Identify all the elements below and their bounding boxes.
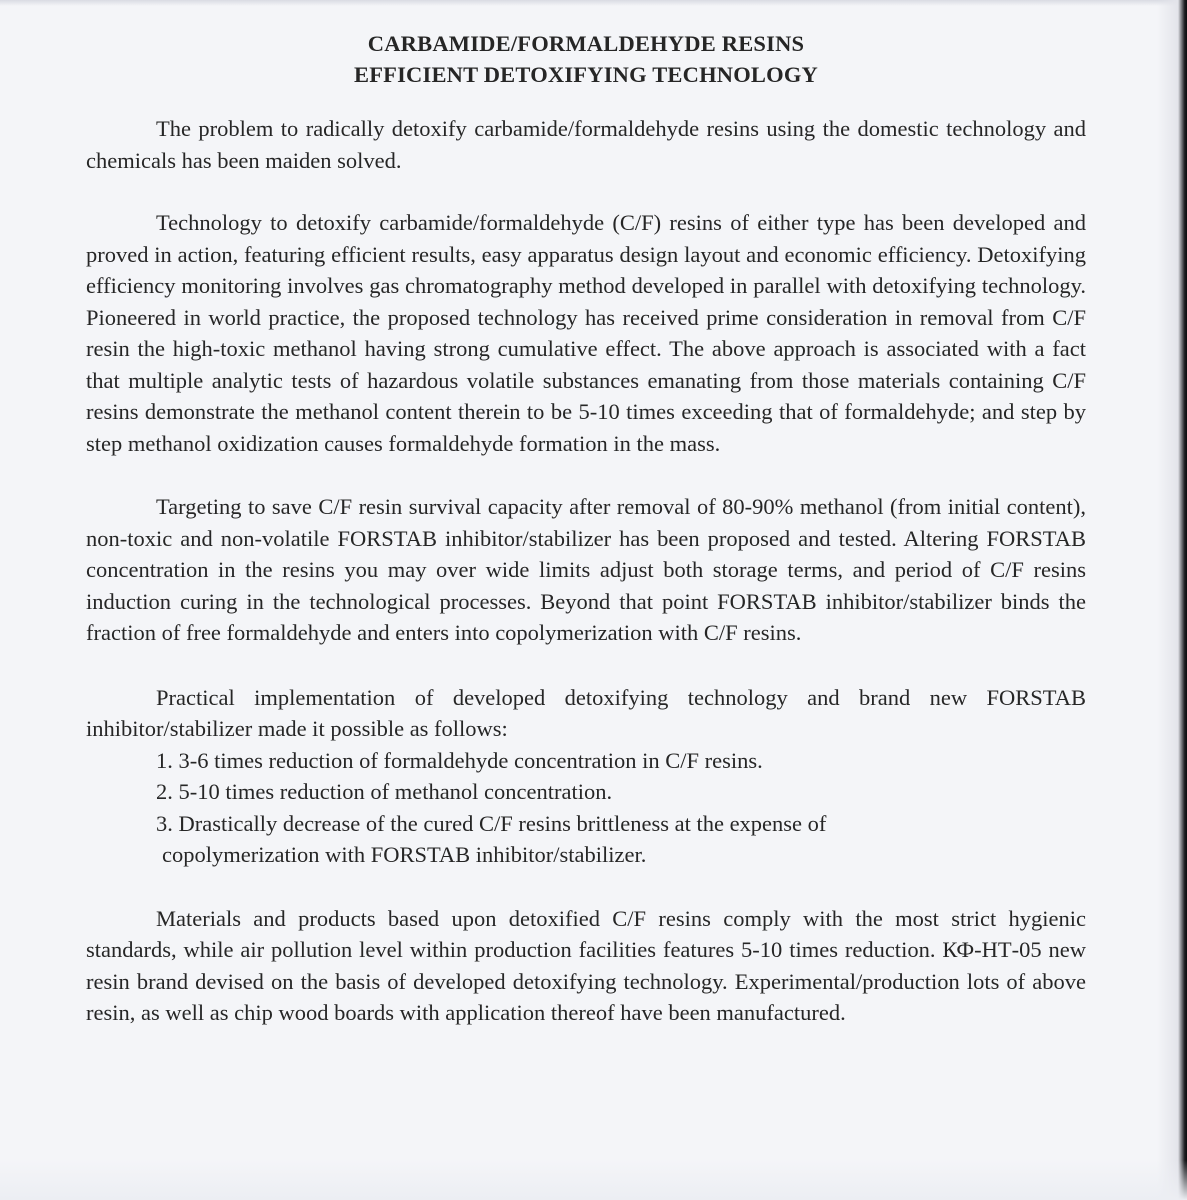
list-item-3: [156, 808, 1086, 871]
document-page: [86, 28, 1086, 1029]
title-line-1: CARBAMIDE/FORMALDEHYDE RESINS: [367, 31, 805, 56]
list-item-2: 2. 5-10 times reduction of methanol concentration.: [156, 779, 613, 804]
scan-bottom-shade: [0, 1160, 1187, 1200]
scan-right-edge: [1157, 0, 1187, 1200]
results-list: [86, 745, 1086, 871]
list-item-3-line-2: copolymerization with FORSTAB inhibitor/stabilizer.: [162, 842, 647, 867]
paragraph-4: Practical implementation of developed detoxifying technology and brand new FORSTAB inhibitor/stabilizer made it possible as follows:: [86, 684, 1086, 741]
paragraph-5: Materials and products based upon detoxified C/F resins comply with the most strict hygienic standards, while air pollution level within production facilities features 5-10 times reduction. КФ-НТ-05 new resin brand devised on the basis of developed detoxifying technology. Experimental/production lots of above resin, as well as chip wood boards with application thereof have been manufactured.: [86, 905, 1086, 1025]
title-line-2: EFFICIENT DETOXIFYING TECHNOLOGY: [354, 62, 818, 87]
scan-top-edge: [0, 0, 1187, 6]
paragraph-2: Technology to detoxify carbamide/formaldehyde (C/F) resins of either type has been developed and proved in action, featuring efficient results, easy apparatus design layout and economic efficiency. Detoxifying efficiency monitoring involves gas chromatography method developed in parallel with detoxifying technology. Pioneered in world practice, the proposed technology has received prime consideration in removal from C/F resin the high-toxic methanol having strong cumulative effect. The above approach is associated with a fact that multiple analytic tests of hazardous volatile substances emanating from those materials containing C/F resins demonstrate the methanol content therein to be 5-10 times exceeding that of formaldehyde; and step by step methanol oxidization causes formaldehyde formation in the mass.: [86, 210, 1086, 456]
paragraph-3: Targeting to save C/F resin survival capacity after removal of 80-90% methanol (from initial content), non-toxic and non-volatile FORSTAB inhibitor/stabilizer has been proposed and tested. Altering FORSTAB concentration in the resins you may over wide limits adjust both storage terms, and period of C/F resins induction curing in the technological processes. Beyond that point FORSTAB inhibitor/stabilizer binds the fraction of free formaldehyde and enters into copolymerization with C/F resins.: [86, 494, 1086, 645]
document-title: [86, 28, 1086, 90]
list-item-1: 1. 3-6 times reduction of formaldehyde concentration in C/F resins.: [156, 747, 763, 773]
list-item-3-line-1: 3. Drastically decrease of the cured C/F resins brittleness at the expense of: [156, 810, 827, 836]
paragraph-1: The problem to radically detoxify carbamide/formaldehyde resins using the domestic technology and chemicals has been maiden solved.: [86, 116, 1086, 173]
